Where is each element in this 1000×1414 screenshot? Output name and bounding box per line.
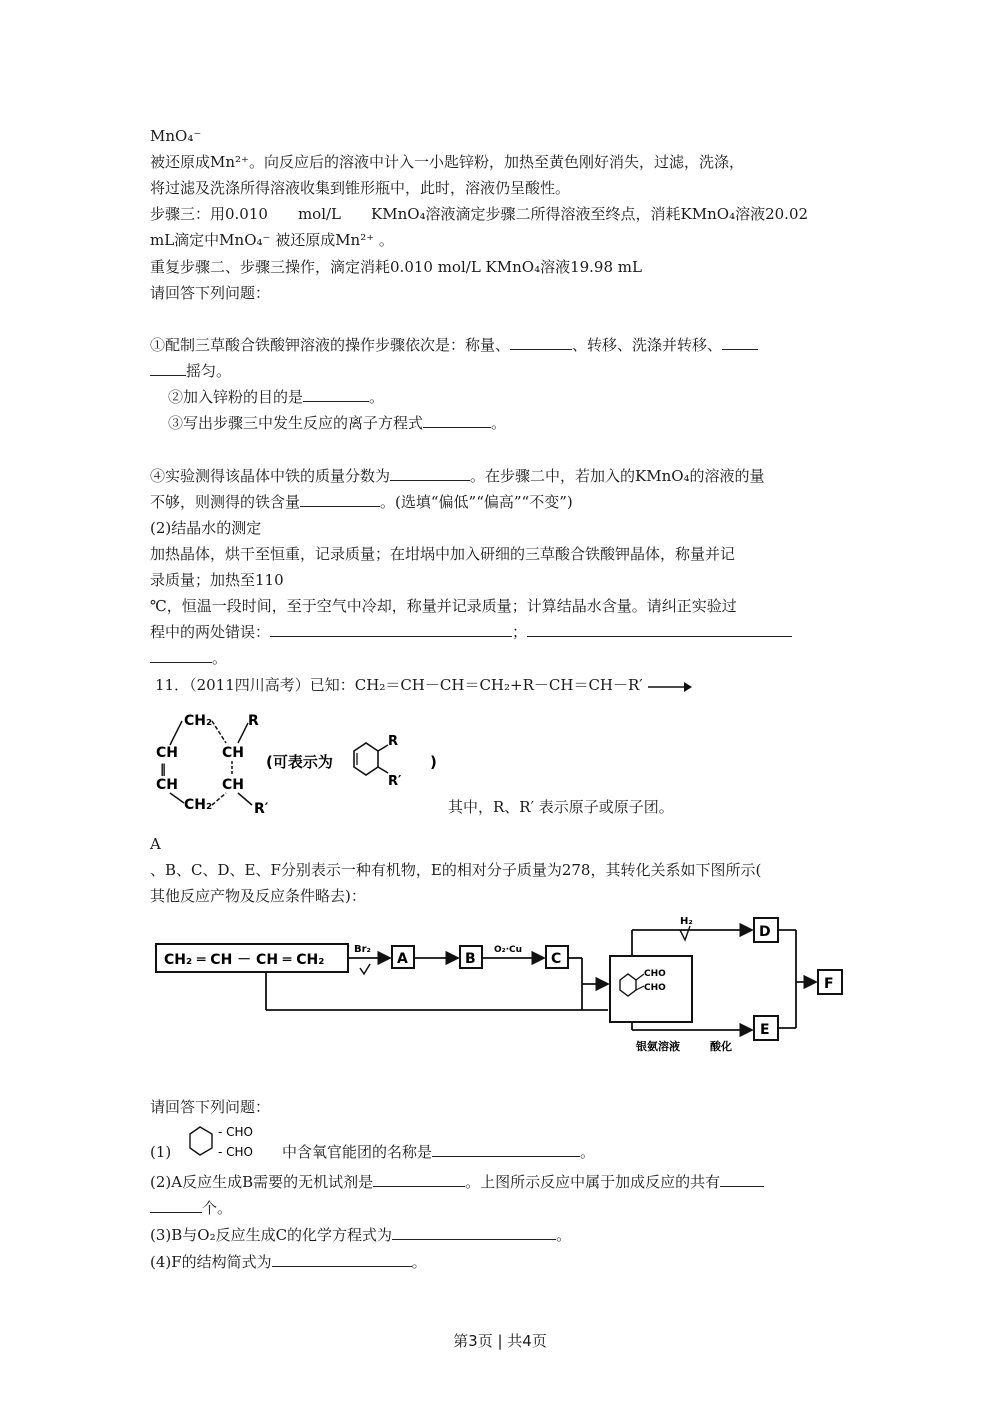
question-text: (4)F的结构简式为 [150,1253,272,1271]
question-text: 不够，则测得的铁含量 [150,493,301,511]
question-text: 。上图所示反应中属于加成反应的共有 [465,1173,721,1191]
flow-label: 酸化 [710,1040,732,1053]
question-text: (1) [150,1143,172,1161]
diels-alder-structure [150,705,480,815]
question-text: ②加入锌粉的目的是 [168,388,304,406]
text-line: 其他反应产物及反应条件略去)： [150,887,366,905]
text-line: MnO₄⁻ [150,127,202,145]
question-text: 个。 [202,1199,233,1217]
structure-label: CH [222,777,244,793]
question-4-cont [150,492,573,512]
answer-blank[interactable] [150,361,186,376]
text-line: mL滴定中MnO₄⁻ 被还原成Mn²⁺ 。 [150,231,394,249]
answer-blank[interactable] [150,648,212,663]
question-text: 。 [212,649,228,667]
answer-blank[interactable] [722,335,758,350]
question-text: ①配制三草酸合铁酸钾溶液的操作步骤依次是：称量、 [150,336,511,354]
flow-label: B [465,951,476,967]
problem-11-title [155,675,643,695]
question-text: 。 [411,1253,427,1271]
structure-note: ) [430,753,437,771]
question-4 [150,466,765,486]
flow-label: 银氨溶液 [636,1040,680,1053]
question-text: 。 [369,388,385,406]
question-r1-cont [282,1142,595,1162]
text-line: 步骤三：用0.010 mol/L KMnO₄溶液滴定步骤二所得溶液至终点，消耗KMnO₄溶液20.02 [150,205,809,223]
structure-label: CH [222,745,244,761]
question-text: ③写出步骤三中发生反应的离子方程式 [168,414,424,432]
flow-label: H₂ [680,916,693,927]
answer-blank[interactable] [270,622,512,637]
text-line: 将过滤及洗涤所得溶液收集到锥形瓶中，此时，溶液仍呈酸性。 [150,179,571,197]
answer-blank[interactable] [272,1252,412,1267]
answer-blank[interactable] [150,1198,202,1213]
dialdehyde-structure [184,1118,284,1164]
question-r4 [150,1252,427,1272]
question-1 [150,335,758,355]
structure-label: R′ [254,801,269,815]
question-r3 [150,1225,571,1245]
structure-label: CH₂ [184,797,213,813]
structure-label: R [388,734,399,749]
text-line: ℃，恒温一段时间，至于空气中冷却，称量并记录质量；计算结晶水含量。请纠正实验过 [150,597,737,615]
question-r2 [150,1172,764,1192]
flow-label: Br₂ [354,944,371,955]
text-line: 请回答下列问题： [150,1098,271,1116]
structure-label: CH₂ [184,713,213,729]
answer-blank[interactable] [303,387,369,402]
text-line: 、B、C、D、E、F分别表示一种有机物，E的相对分子质量为278，其转化关系如下图所示( [150,861,762,879]
answer-blank[interactable] [390,466,470,481]
answer-blank[interactable] [392,1225,556,1240]
answer-blank[interactable] [510,335,572,350]
flow-label: E [760,1022,770,1038]
section-heading: (2)结晶水的测定 [150,519,262,537]
structure-label: - CHO [218,1145,253,1159]
question-3 [168,413,506,433]
question-text: ④实验测得该晶体中铁的质量分数为 [150,467,391,485]
answer-blank[interactable] [423,413,491,428]
question-text: ； [512,623,528,641]
question-text: (2)A反应生成B需要的无机试剂是 [150,1173,374,1191]
question-2 [168,387,384,407]
question-1-cont [150,361,231,381]
question-text: 。 [580,1143,596,1161]
page-footer: 第3页 | 共4页 [453,1332,547,1350]
text-line: 加热晶体，烘干至恒重，记录质量；在坩埚中加入研细的三草酸合铁酸钾晶体，称量并记 [150,545,736,563]
text-line: 录质量；加热至110 [150,571,284,589]
question-text: 摇匀。 [186,362,232,380]
structure-note-text: 其中，R、R′ 表示原子或原子团。 [448,798,674,816]
question-r2-cont [150,1198,232,1218]
cyclohexene-ring-icon [190,1127,212,1155]
text-line: A [150,835,161,853]
flow-label: CH₂ ═ CH － CH ═ CH₂ [164,952,325,968]
reaction-arrow [648,680,692,694]
reaction-flow-diagram [150,910,850,1060]
cyclohexene-ring-icon [620,974,644,996]
answer-blank[interactable] [373,1172,465,1187]
flow-label: CHO [644,983,666,993]
text-line: 请回答下列问题： [150,284,271,302]
question-text: 程中的两处错误： [150,623,271,641]
flow-label: O₂·Cu [494,945,523,955]
question-5 [150,622,792,642]
text-line: 重复步骤二、步骤三操作，滴定消耗0.010 mol/L KMnO₄溶液19.98 mL [150,258,642,276]
answer-blank[interactable] [300,492,380,507]
answer-blank[interactable] [432,1142,580,1157]
question-5-cont [150,648,227,668]
question-r1 [150,1142,171,1162]
structure-label: CH [156,777,178,793]
question-text: 、转移、洗涤并转移、 [572,336,723,354]
flow-label: C [551,951,562,967]
question-text: 中含氧官能团的名称是 [282,1143,433,1161]
flow-label: F [824,976,834,992]
structure-note: (可表示为 [266,753,333,771]
flow-label: D [759,924,771,940]
flow-label: A [397,951,408,967]
question-text: 。 [491,414,507,432]
structure-label: - CHO [218,1125,253,1139]
problem-text: 11．（2011四川高考）已知：CH₂＝CH－CH＝CH₂+R－CH＝CH－R′ [155,676,643,694]
question-text: 。在步骤二中，若加入的KMnO₄的溶液的量 [470,467,765,485]
structure-label: R′ [388,774,402,789]
question-text: (3)B与O₂反应生成C的化学方程式为 [150,1226,393,1244]
cyclohexene-ring-icon [354,743,388,775]
structure-label: R [248,713,259,729]
structure-label: CH [156,745,178,761]
flow-label: CHO [644,969,666,979]
answer-blank[interactable] [527,622,792,637]
answer-blank[interactable] [720,1172,764,1187]
text-line: 被还原成Mn²⁺。向反应后的溶液中计入一小匙锌粉，加热至黄色刚好消失，过滤，洗涤， [150,153,744,171]
question-text: 。(选填“偏低”“偏高”“不变”) [380,493,573,511]
question-text: 。 [556,1226,572,1244]
structure-label: ‖ [160,762,166,776]
